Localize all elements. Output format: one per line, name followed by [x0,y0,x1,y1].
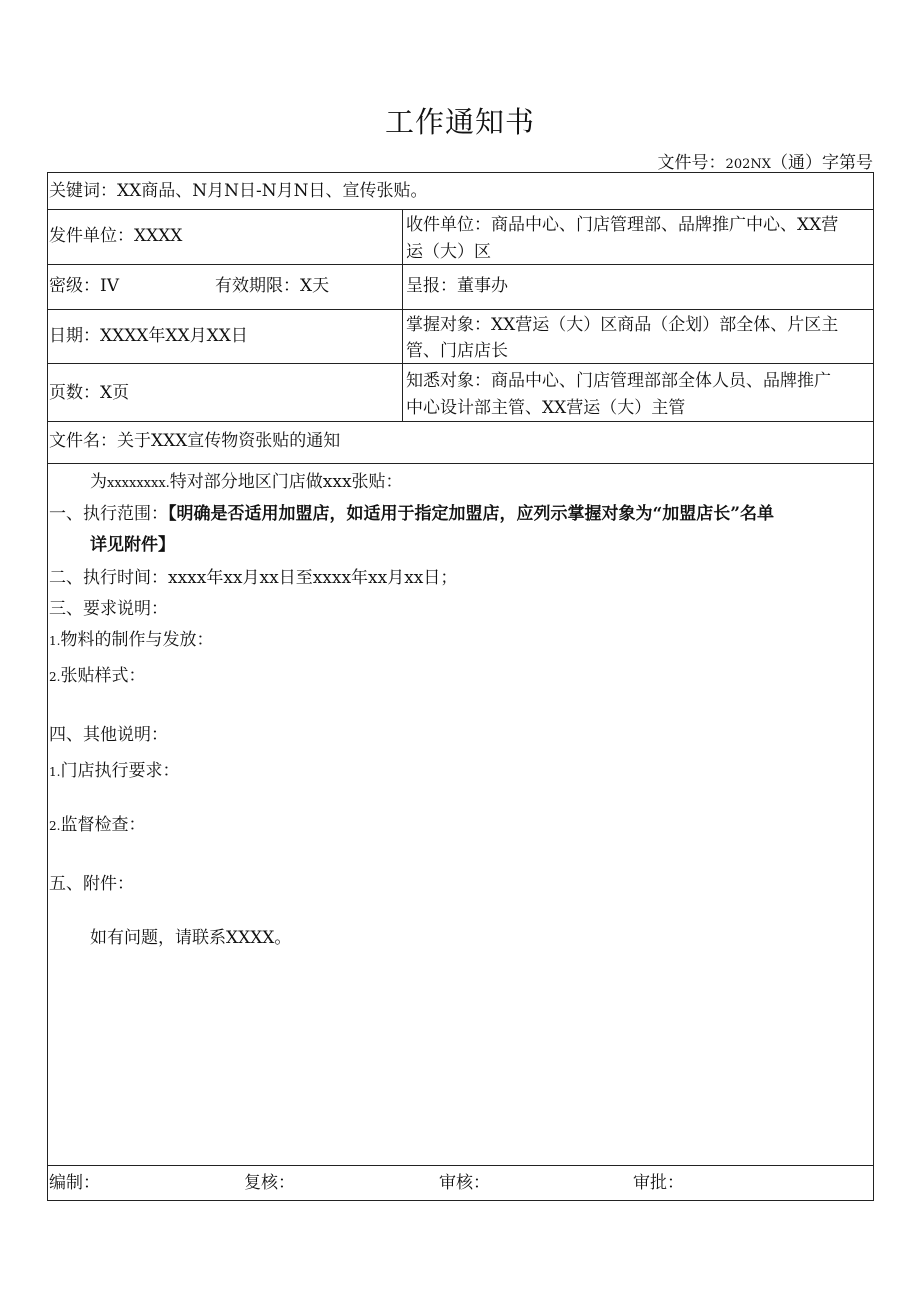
intro-placeholder: xxxxxxxx. [107,476,170,491]
other-item-2 [49,812,145,839]
notice-table [47,172,874,1201]
time-line [49,565,457,591]
approve-label: 审批： [633,1173,684,1193]
requirements-heading: 三、要求说明： [49,599,168,619]
requirement-item-1-number: 1. [49,634,61,648]
row-divider [48,463,873,464]
report-to-cell: 呈报：董事办 [406,276,508,296]
contact-line: 如有问题，请联系XXXX。 [90,928,292,948]
requirement-item-2 [49,663,145,690]
document-title: 工作通知书 [384,105,535,139]
master-line-2: 管、门店店长 [406,341,508,361]
time-label: 二、执行时间： [49,568,168,588]
other-item-1-text: 门店执行要求： [60,761,180,781]
other-item-1-number: 1. [49,765,61,779]
doc-number-year: 202NX [725,157,771,172]
other-item-2-number: 2. [49,819,61,833]
intro-rest: 特对部分地区门店做xxx张贴： [169,472,403,492]
aware-line-1: 知悉对象：商品中心、门店管理部部全体人员、品牌推广 [406,371,831,391]
master-line-1: 掌握对象：XX营运（大）区商品（企划）部全体、片区主 [406,315,839,335]
secret-level-cell: 密级：IV [49,276,119,296]
requirement-item-2-number: 2. [49,670,61,684]
row-divider [48,309,873,310]
requirement-item-1 [49,627,213,654]
compile-label: 编制： [49,1173,100,1193]
review-label: 复核： [244,1173,295,1193]
scope-label: 一、执行范围： [49,504,168,524]
requirement-item-2-text: 张贴样式： [60,666,146,686]
doc-number-rest: （通）字第号 [771,153,873,173]
aware-line-2: 中心设计部主管、XX营运（大）主管 [406,398,686,418]
recipient-line-2: 运（大）区 [406,242,491,262]
row-divider [48,421,873,422]
requirement-item-1-text: 物料的制作与发放： [60,630,214,650]
scope-line [49,501,774,527]
other-item-2-text: 监督检查： [60,815,146,835]
scope-text: 【明确是否适用加盟店，如适用于指定加盟店，应列示掌握对象为“加盟店长”名单 [168,504,775,524]
validity-cell: 有效期限：X天 [215,276,330,296]
other-item-1 [49,758,179,785]
audit-label: 审核： [439,1173,490,1193]
doc-number [658,148,873,173]
recipient-line-1: 收件单位：商品中心、门店管理部、品牌推广中心、XX营 [406,215,839,235]
intro-prefix: 为 [90,472,107,492]
row-divider [48,209,873,210]
time-text: xxxx年xx月xx日至xxxx年xx月xx日； [168,568,458,588]
scope-text-continued: 详见附件】 [90,535,175,555]
attachment-heading: 五、附件： [49,874,134,894]
pages-cell: 页数：X页 [49,383,130,403]
intro-line [90,469,403,497]
column-divider [402,209,403,421]
file-name-cell: 文件名：关于XXX宣传物资张贴的通知 [49,431,341,451]
date-cell: 日期：XXXX年XX月XX日 [49,326,248,346]
other-heading: 四、其他说明： [49,725,168,745]
keywords-cell: 关键词：XX商品、N月N日-N月N日、宣传张贴。 [49,181,428,201]
sender-cell: 发件单位：XXXX [49,226,183,246]
doc-number-label: 文件号： [657,153,726,173]
row-divider [48,1165,873,1166]
